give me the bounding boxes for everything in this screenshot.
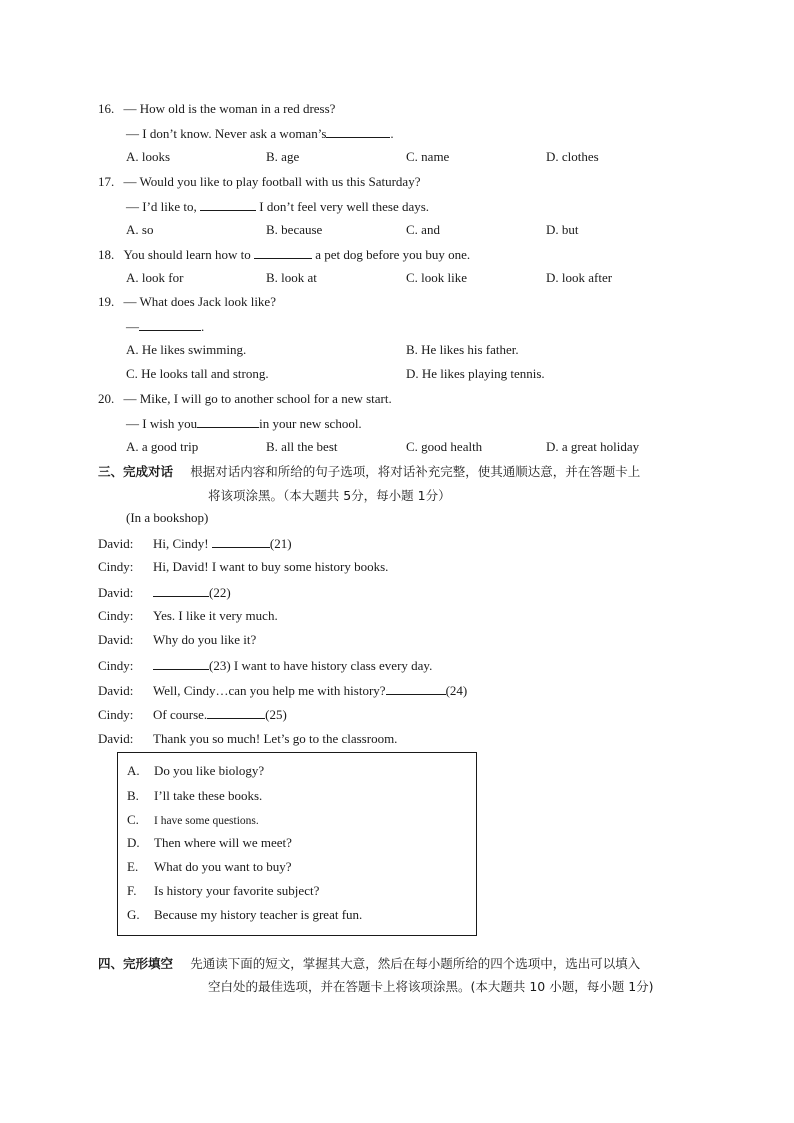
option-c: C. name xyxy=(406,149,450,164)
question-text: — Would you like to play football with us this Saturday? xyxy=(123,174,421,189)
option-a: A. look for xyxy=(126,270,184,285)
option-a: A. He likes swimming. xyxy=(126,342,247,357)
answer-blank[interactable] xyxy=(326,125,390,138)
reply-text: — I wish you xyxy=(126,416,198,431)
choice-text: Is history your favorite subject? xyxy=(154,883,320,898)
option-a: A. looks xyxy=(126,149,171,164)
reply-text: — I’d like to, xyxy=(126,199,201,214)
option-d: D. look after xyxy=(546,270,613,285)
answer-blank[interactable] xyxy=(207,706,265,719)
answer-blank[interactable] xyxy=(254,246,312,259)
question-20-prompt xyxy=(98,391,392,407)
choice-item xyxy=(127,812,259,828)
speaker: Cindy: xyxy=(98,608,134,623)
question-19-prompt xyxy=(98,294,276,310)
dialogue-line xyxy=(98,608,278,624)
speaker: Cindy: xyxy=(98,658,134,673)
section-4-instruction-cont: 空白处的最佳选项，并在答题卡上将该项涂黑。(本大题共 10 小题，每小题 1分) xyxy=(208,979,654,994)
answer-blank[interactable] xyxy=(386,682,446,695)
answer-blank[interactable] xyxy=(200,198,256,211)
option-c: C. look like xyxy=(406,270,468,285)
question-text: — What does Jack look like? xyxy=(123,294,276,309)
choice-text: Because my history teacher is great fun. xyxy=(154,907,363,922)
option-c: C. and xyxy=(406,222,440,237)
blank-number: (24) xyxy=(445,683,468,698)
option-d: D. clothes xyxy=(546,149,599,164)
option-b: B. He likes his father. xyxy=(406,342,519,357)
choice-text: Then where will we meet? xyxy=(154,835,292,850)
dialogue-line xyxy=(98,584,231,601)
choice-letter: C. xyxy=(127,812,139,827)
choice-letter: F. xyxy=(127,883,137,898)
question-text-end: a pet dog before you buy one. xyxy=(312,247,471,262)
question-18-prompt xyxy=(98,246,470,263)
question-text: — How old is the woman in a red dress? xyxy=(123,101,336,116)
section-3-heading: 三、完成对话 xyxy=(98,464,174,479)
line-text: Why do you like it? xyxy=(153,632,257,647)
question-17-reply xyxy=(126,198,429,215)
option-b: B. all the best xyxy=(266,439,338,454)
option-c: C. He looks tall and strong. xyxy=(126,366,269,381)
choice-item xyxy=(127,788,262,804)
line-text: Well, Cindy…can you help me with history? xyxy=(153,683,386,698)
question-text: — Mike, I will go to another school for a new start. xyxy=(123,391,392,406)
blank-number: (25) xyxy=(265,707,287,722)
question-19-reply xyxy=(126,318,204,335)
question-16-reply xyxy=(126,125,394,142)
line-text: Yes. I like it very much. xyxy=(153,608,278,623)
dialogue-line xyxy=(98,535,292,552)
answer-blank[interactable] xyxy=(153,584,209,597)
question-number: 20. xyxy=(98,391,115,406)
question-number: 19. xyxy=(98,294,115,309)
reply-text: — xyxy=(126,319,139,334)
choice-item xyxy=(127,763,264,779)
reply-end: . xyxy=(201,319,205,334)
question-16-prompt xyxy=(98,101,335,117)
section-4-instruction: 先通读下面的短文，掌握其大意，然后在每小题所给的四个选项中，选出可以填入 xyxy=(190,956,641,971)
choice-text: I’ll take these books. xyxy=(154,788,263,803)
line-text: Hi, Cindy! xyxy=(153,536,212,551)
line-text: (23) I want to have history class every day. xyxy=(209,658,433,673)
blank-number: (22) xyxy=(209,585,231,600)
option-d: D. a great holiday xyxy=(546,439,640,454)
speaker: Cindy: xyxy=(98,559,134,574)
choice-item xyxy=(127,883,319,899)
line-text: Thank you so much! Let’s go to the classroom. xyxy=(153,731,398,746)
dialogue-line xyxy=(98,731,397,747)
answer-blank[interactable] xyxy=(139,318,201,331)
reply-end: I don’t feel very well these days. xyxy=(256,199,430,214)
answer-blank[interactable] xyxy=(197,415,259,428)
option-c: C. good health xyxy=(406,439,483,454)
choice-item xyxy=(127,835,292,851)
dialogue-line xyxy=(98,657,432,674)
option-a: A. a good trip xyxy=(126,439,199,454)
section-3-header xyxy=(98,462,640,480)
speaker: David: xyxy=(98,536,134,551)
section-3-instruction: 根据对话内容和所给的句子选项，将对话补充完整，使其通顺达意，并在答题卡上 xyxy=(190,464,641,479)
choice-text: What do you want to buy? xyxy=(154,859,292,874)
dialogue-setting: (In a bookshop) xyxy=(126,510,209,525)
speaker: David: xyxy=(98,731,134,746)
dialogue-line xyxy=(98,559,388,575)
answer-blank[interactable] xyxy=(153,657,209,670)
choice-item xyxy=(127,859,292,875)
speaker: David: xyxy=(98,632,134,647)
question-number: 18. xyxy=(98,247,115,262)
choice-letter: B. xyxy=(127,788,139,803)
reply-end: . xyxy=(390,126,394,141)
choice-letter: A. xyxy=(127,763,140,778)
question-number: 17. xyxy=(98,174,115,189)
reply-text: — I don’t know. Never ask a woman’s xyxy=(126,126,327,141)
dialogue-line xyxy=(98,632,256,648)
choice-letter: G. xyxy=(127,907,140,922)
question-17-prompt xyxy=(98,174,420,190)
choice-letter: E. xyxy=(127,859,139,874)
choice-item xyxy=(127,907,362,923)
blank-number: (21) xyxy=(269,536,292,551)
option-b: B. because xyxy=(266,222,323,237)
reply-end: in your new school. xyxy=(259,416,362,431)
line-text: Of course. xyxy=(153,707,208,722)
question-number: 16. xyxy=(98,101,115,116)
dialogue-line xyxy=(98,682,467,699)
speaker: David: xyxy=(98,683,134,698)
option-d: D. He likes playing tennis. xyxy=(406,366,545,381)
choice-text: I have some questions. xyxy=(154,815,259,827)
section-3-instruction-cont: 将该项涂黑。（本大题共 5分，每小题 1分） xyxy=(208,488,451,503)
speaker: Cindy: xyxy=(98,707,134,722)
question-text: You should learn how to xyxy=(123,247,254,262)
answer-blank[interactable] xyxy=(212,535,270,548)
option-a: A. so xyxy=(126,222,154,237)
option-b: B. age xyxy=(266,149,300,164)
speaker: David: xyxy=(98,585,134,600)
section-4-heading: 四、完形填空 xyxy=(98,956,174,971)
section-4-header xyxy=(98,954,640,972)
option-d: D. but xyxy=(546,222,579,237)
choice-text: Do you like biology? xyxy=(154,763,265,778)
dialogue-line xyxy=(98,706,287,723)
line-text: Hi, David! I want to buy some history books. xyxy=(153,559,389,574)
option-b: B. look at xyxy=(266,270,317,285)
choice-letter: D. xyxy=(127,835,140,850)
question-20-reply xyxy=(126,415,362,432)
